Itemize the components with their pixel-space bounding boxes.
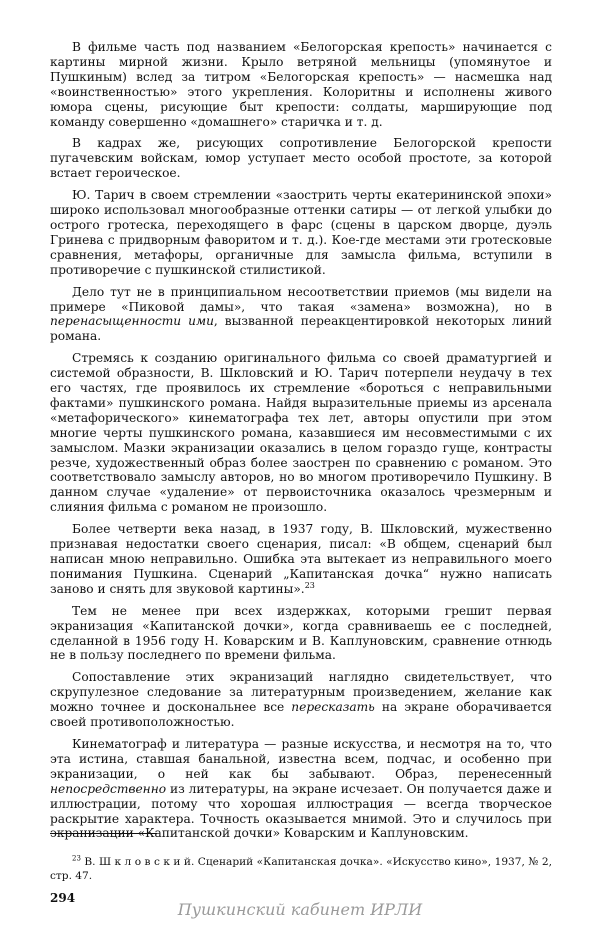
paragraph (50, 40, 552, 129)
text-segment: Ю. Тарич в своем стремлении «заострить черты екатерининской эпохи» широко использовал многообразные оттенки сатиры — от легкой улыбки до острого гротеска, переходящего в фарс (сцены в царском дворце, дуэль Гринева с придворным фаворитом и т. д.). Кое-где местами эти гротесковые сравнения, метафоры, органичные для замысла фильма, вступили в противоречие с пушкинской стилистикой. (50, 188, 552, 277)
text-segment: Более четверти века назад, в 1937 году, В. Шкловский, мужественно признавая недостатки своего сценария, писал: «В общем, сценарий был написан мною неправильно. Ошибка эта вытекает из неправильного моего понимания Пушкина. Сценарий „Капитанская дочка“ нужно написать заново и снять для звуковой картины». (50, 522, 552, 596)
text-segment: Кинематограф и литература — разные искусства, и несмотря на то, что эта истина, ставшая банальной, известна всем, подчас, и особенно при экранизации, о ней как бы забывают. Образ, перенесенный (50, 736, 552, 781)
text-segment: на экране оборачивается своей противоположностью. (50, 700, 552, 730)
footnote-text: В. Ш к л о в с к и й. Сценарий «Капитанская дочка». «Искусство кино», 1937, № 2, стр. 47. (50, 856, 552, 882)
paragraph (50, 522, 552, 597)
page-number: 294 (50, 891, 76, 905)
paragraph (50, 351, 552, 515)
italic-text: непосредственно (50, 781, 167, 796)
footnote (50, 855, 552, 883)
text-segment: Стремясь к созданию оригинального фильма со своей драматургией и системой образности, В. Шкловский и Ю. Тарич потерпели неудачу в тех его частях, где проявилось их стремление «бороться с неправильными фактами» пушкинского романа. Найдя выразительные приемы из арсенала «метафорического» кинематографа тех лет, авторы опустили при этом многие черты пушкинского романа, казавшиеся им несовместимыми с их замыслом. Мазки экранизации оказались в целом гораздо гуще, контрасты резче, художественный образ более заострен по сравнению с романом. Это соответствовало замыслу авторов, но во многом противоречило Пушкину. В данном случае «удаление» от первоисточника оказалось чрезмерным и слияния фильма с романом не произошло. (50, 351, 552, 515)
text-segment: Тем не менее при всех издержках, которыми грешит первая экранизация «Капитанской дочки», когда сравниваешь ее с последней, сделанной в 1956 году Н. Коварским и В. Каплуновским, сравнение отнюдь не в пользу последнего по времени фильма. (50, 603, 552, 663)
text-segment: Сопоставление этих экранизаций наглядно свидетельствует, что скрупулезное следование за литературным произведением, желание как можно точнее и доскональнее все (50, 670, 552, 715)
text-segment: из литературы, на экране исчезает. Он получается даже и иллюстрации, потому что хорошая иллюстрация — всегда творческое раскрытие характера. Точность оказывается мнимой. Это и случилось при экранизации «Капитанской дочки» Коварским и Каплуновским. (50, 781, 552, 841)
paragraph (50, 604, 552, 664)
paragraph (50, 188, 552, 277)
footnote-divider (50, 833, 157, 834)
text-segment: Дело тут не в принципиальном несоответствии приемов (мы видели на примере «Пиковой дамы», что такая «замена» возможна), но в (50, 284, 552, 314)
paragraph (50, 285, 552, 345)
paragraph (50, 670, 552, 730)
text-segment: В фильме часть под названием «Белогорская крепость» начинается с картины мирной жизни. Крыло ветряной мельницы (упомянутое и Пушкиным) вслед за титром «Белогорская крепость» — насмешка над «воинственностью» этого укрепления. Колоритны и исполнены живого юмора сцены, рисующие быт крепости: солдаты, марширующие под команду совершенно «домашнего» старичка и т. д. (50, 40, 552, 129)
main-text (50, 40, 552, 848)
paragraph (50, 737, 552, 841)
footnote-number: 23 (72, 854, 81, 863)
italic-text: перенасыщенности ими (50, 314, 214, 329)
watermark: Пушкинский кабинет ИРЛИ (177, 900, 423, 919)
footnote-ref: 23 (304, 580, 315, 590)
text-segment: В кадрах же, рисующих сопротивление Белогорской крепости пугачевским войскам, юмор уступает место особой простоте, за которой встает героическое. (50, 136, 552, 181)
paragraph (50, 136, 552, 181)
italic-text: пересказать (291, 700, 375, 715)
text-segment: , вызванной переакцентировкой некоторых линий романа. (50, 314, 552, 344)
